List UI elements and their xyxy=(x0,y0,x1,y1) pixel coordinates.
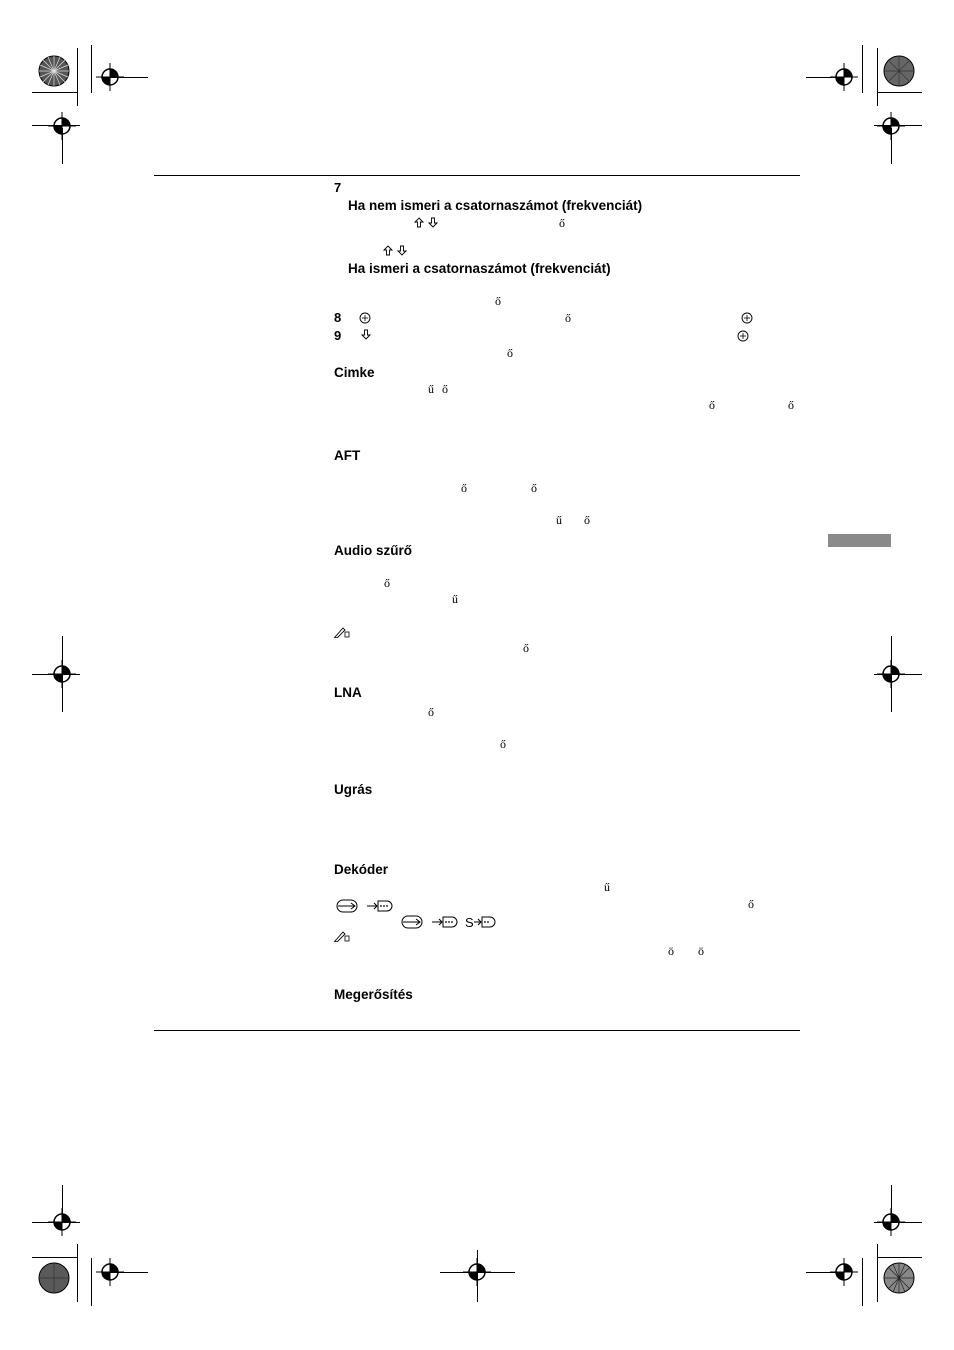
scart-in-icon xyxy=(430,914,458,930)
circle-plus-icon xyxy=(359,312,371,324)
note-pencil-icon xyxy=(334,930,350,942)
text-glyph: ő xyxy=(531,481,537,495)
arrow-down-icon xyxy=(428,217,438,228)
svg-text:S: S xyxy=(465,915,474,930)
s-video-icon xyxy=(464,914,496,930)
starburst-icon xyxy=(883,1262,915,1294)
heading-aft: AFT xyxy=(334,448,361,463)
heading-confirm: Megerősítés xyxy=(334,987,413,1002)
arrow-up-icon xyxy=(383,245,393,256)
arrow-down-icon xyxy=(361,329,371,340)
step-number: 8 xyxy=(334,310,342,325)
heading-audio-filter: Audio szűrő xyxy=(334,543,412,558)
circle-plus-icon xyxy=(741,312,753,324)
note-pencil-icon xyxy=(334,626,350,638)
text-glyph: ő xyxy=(500,737,506,751)
bottom-rule xyxy=(154,1030,800,1031)
text-glyph: ö xyxy=(698,944,704,958)
text-glyph: ő xyxy=(384,576,390,590)
section-tab xyxy=(828,534,891,547)
arrow-down-icon xyxy=(397,245,407,256)
starburst-icon xyxy=(883,55,915,87)
text-glyph: ő xyxy=(788,398,794,412)
heading-label: Cimke xyxy=(334,365,375,380)
starburst-icon xyxy=(38,1262,70,1294)
text-glyph: ő xyxy=(584,513,590,527)
text-glyph: ű xyxy=(556,513,562,527)
heading-skip: Ugrás xyxy=(334,782,373,797)
text-glyph: ő xyxy=(507,346,513,360)
top-rule xyxy=(154,175,800,176)
circle-plus-icon xyxy=(737,330,749,342)
text-glyph: ő xyxy=(442,382,448,396)
text-glyph: ő xyxy=(559,216,565,230)
heading-lna: LNA xyxy=(334,685,362,700)
scart-in-out-icon xyxy=(335,898,359,914)
heading-decoder: Dekóder xyxy=(334,862,389,877)
text-glyph: ő xyxy=(709,398,715,412)
text-glyph: ő xyxy=(495,294,501,308)
heading-known-channel: Ha ismeri a csatornaszámot (frekvenciát) xyxy=(348,261,611,276)
arrow-up-icon xyxy=(414,217,424,228)
text-glyph: ő xyxy=(428,705,434,719)
text-glyph: ö xyxy=(668,944,674,958)
text-glyph: ű xyxy=(604,880,610,894)
text-glyph: ő xyxy=(748,897,754,911)
text-glyph: ő xyxy=(523,641,529,655)
scart-in-out-icon xyxy=(400,914,424,930)
text-glyph: ő xyxy=(461,481,467,495)
text-glyph: ű xyxy=(428,382,434,396)
starburst-icon xyxy=(38,55,70,87)
scart-in-icon xyxy=(365,898,393,914)
step-number: 7 xyxy=(334,180,342,195)
text-glyph: ű xyxy=(452,592,458,606)
heading-unknown-channel: Ha nem ismeri a csatornaszámot (frekvenciát) xyxy=(348,198,643,213)
step-number: 9 xyxy=(334,328,342,343)
text-glyph: ő xyxy=(565,311,571,325)
